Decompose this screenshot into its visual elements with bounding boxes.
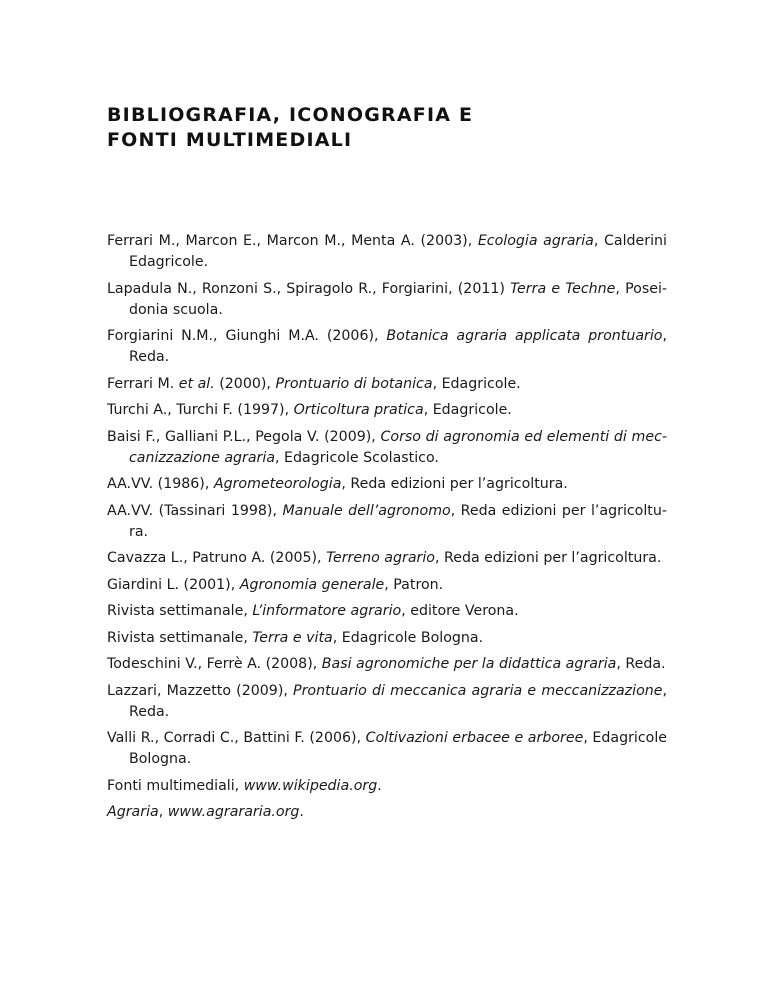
entry-text: Valli R., Corradi C., Battini F. (2006), bbox=[107, 730, 366, 746]
entry-title-italic: Terra e vita bbox=[252, 629, 333, 646]
entry-text: Ferrari M. bbox=[107, 375, 179, 392]
bibliography-entry bbox=[107, 326, 667, 368]
entry-text: , Calderini Edagricole. bbox=[129, 233, 667, 270]
entry-text: , Edagricole Scolastico. bbox=[275, 449, 439, 466]
entry-text: Lapadula N., Ronzoni S., Spiragolo R., Forgiarini, (2011) bbox=[107, 280, 511, 297]
entry-text: Lazzari, Mazzetto (2009), bbox=[107, 682, 294, 699]
page-title-line-1: BIBLIOGRAFIA, ICONOGRAFIA E bbox=[107, 104, 474, 126]
page-title-line-2: FONTI MULTIMEDIALI bbox=[107, 129, 353, 151]
entry-title-italic: Agrometeorologia bbox=[213, 476, 342, 492]
entry-text: , Poseidonia scuola. bbox=[129, 280, 668, 318]
entry-text: Rivista settimanale, bbox=[107, 629, 253, 646]
entry-text: , Reda. bbox=[129, 682, 667, 720]
entry-text: , Reda. bbox=[129, 328, 667, 365]
entry-text: Rivista settimanale, bbox=[107, 603, 253, 619]
bibliography-entry bbox=[107, 501, 667, 543]
entry-text: Baisi F., Galliani P.L., Pegola V. (2009), bbox=[107, 428, 381, 445]
bibliography-entry bbox=[107, 231, 667, 273]
entry-title-italic: Orticoltura pratica bbox=[293, 402, 424, 418]
bibliography-entry bbox=[107, 728, 667, 770]
entry-title-italic: Agraria bbox=[107, 804, 159, 820]
entry-text: , Reda edizioni per l’agricoltura. bbox=[341, 476, 568, 492]
entry-title-italic: Terra e Techne bbox=[510, 280, 616, 297]
entry-text: , Edagricole Bologna. bbox=[332, 629, 484, 646]
bibliography-entry bbox=[107, 374, 667, 395]
page-title bbox=[107, 103, 667, 153]
bibliography-entry bbox=[107, 654, 667, 675]
entry-title-italic: Prontuario di botanica bbox=[275, 375, 433, 392]
entry-text: Turchi A., Turchi F. (1997), bbox=[107, 402, 294, 418]
entry-text: AA.VV. (1986), bbox=[107, 476, 214, 492]
entry-text: AA.VV. (Tassinari 1998), bbox=[107, 502, 283, 519]
entry-title-italic: et al. bbox=[178, 375, 215, 392]
entry-text: Cavazza L., Patruno A. (2005), bbox=[107, 550, 327, 566]
bibliography-list bbox=[107, 231, 667, 829]
bibliography-entry bbox=[107, 681, 667, 723]
bibliography-entry bbox=[107, 474, 667, 495]
entry-text: , Edagricole Bologna. bbox=[129, 730, 668, 767]
entry-text: Ferrari M., Marcon E., Marcon M., Menta A. (2003), bbox=[107, 233, 478, 249]
entry-text: , Edagricole. bbox=[432, 375, 521, 392]
entry-title-italic: Terreno agrario bbox=[326, 550, 435, 566]
entry-title-italic: Botanica agraria applicata prontuario bbox=[386, 328, 663, 344]
entry-text: (2000), bbox=[214, 375, 276, 392]
entry-title-italic: Corso di agronomia ed elementi di meccanizzazione agraria bbox=[129, 428, 667, 466]
bibliography-entry bbox=[107, 548, 667, 569]
entry-title-italic: Ecologia agraria bbox=[477, 233, 594, 249]
bibliography-entry bbox=[107, 628, 667, 649]
entry-title-italic: Basi agronomiche per la didattica agraria bbox=[321, 656, 617, 672]
bibliography-entry bbox=[107, 427, 667, 469]
entry-text: , Edagricole. bbox=[423, 402, 512, 418]
entry-title-italic: Agronomia generale bbox=[239, 576, 385, 593]
entry-text: , bbox=[158, 804, 168, 820]
entry-text: . bbox=[299, 804, 304, 820]
entry-title-italic: L’informatore agrario bbox=[252, 603, 402, 619]
entry-title-italic: Prontuario di meccanica agraria e meccanizzazione bbox=[293, 682, 663, 699]
entry-text: Forgiarini N.M., Giunghi M.A. (2006), bbox=[107, 328, 387, 344]
entry-title-italic: www.agrararia.org bbox=[167, 804, 300, 820]
entry-text: , Reda. bbox=[616, 656, 666, 672]
bibliography-entry bbox=[107, 802, 667, 823]
entry-text: Todeschini V., Ferrè A. (2008), bbox=[107, 656, 322, 672]
entry-text: Giardini L. (2001), bbox=[107, 576, 240, 593]
entry-title-italic: Manuale dell’agronomo bbox=[282, 502, 451, 519]
entry-text: , editore Verona. bbox=[401, 603, 519, 619]
bibliography-entry bbox=[107, 575, 667, 596]
entry-text: Fonti multimediali, bbox=[107, 777, 244, 794]
bibliography-entry bbox=[107, 601, 667, 622]
entry-text: , Reda edizioni per l’agricoltura. bbox=[434, 550, 662, 566]
bibliography-entry bbox=[107, 400, 667, 421]
entry-text: . bbox=[377, 777, 382, 794]
bibliography-entry bbox=[107, 776, 667, 797]
entry-title-italic: Coltivazioni erbacee e arboree bbox=[365, 730, 584, 746]
entry-text: , Patron. bbox=[384, 576, 444, 593]
bibliography-entry bbox=[107, 279, 667, 321]
entry-text: , Reda edizioni per l’agricoltura. bbox=[129, 502, 667, 540]
entry-title-italic: www.wikipedia.org bbox=[243, 777, 378, 794]
